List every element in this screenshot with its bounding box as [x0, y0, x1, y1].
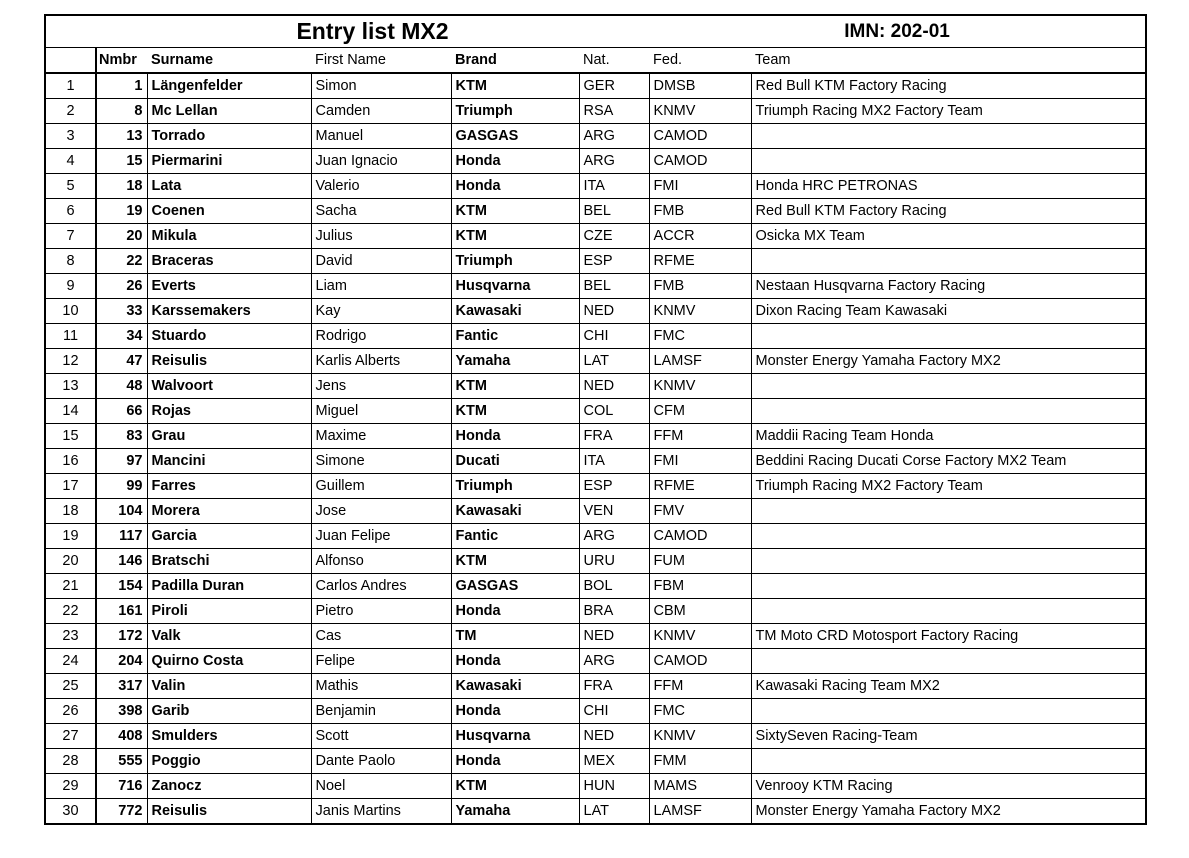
rider-brand: Honda: [451, 424, 579, 449]
header-team: Team: [751, 48, 1146, 74]
rider-surname: Grau: [147, 424, 311, 449]
rider-number: 146: [96, 549, 147, 574]
rider-federation: RFME: [649, 249, 751, 274]
rider-team: [751, 699, 1146, 724]
rider-brand: Triumph: [451, 249, 579, 274]
rider-federation: MAMS: [649, 774, 751, 799]
table-row: [45, 374, 1146, 399]
rider-brand: Yamaha: [451, 349, 579, 374]
rider-surname: Mc Lellan: [147, 99, 311, 124]
row-index: 26: [45, 699, 96, 724]
table-row: [45, 524, 1146, 549]
rider-brand: KTM: [451, 224, 579, 249]
rider-team: Triumph Racing MX2 Factory Team: [751, 474, 1146, 499]
rider-surname: Reisulis: [147, 799, 311, 825]
table-row: [45, 574, 1146, 599]
rider-team: Monster Energy Yamaha Factory MX2: [751, 799, 1146, 825]
rider-federation: FMI: [649, 174, 751, 199]
rider-surname: Piermarini: [147, 149, 311, 174]
rider-brand: Honda: [451, 174, 579, 199]
rider-nationality: CHI: [579, 699, 649, 724]
rider-team: Red Bull KTM Factory Racing: [751, 73, 1146, 99]
rider-number: 317: [96, 674, 147, 699]
rider-team: [751, 574, 1146, 599]
table-row: [45, 224, 1146, 249]
rider-team: Maddii Racing Team Honda: [751, 424, 1146, 449]
rider-first-name: Maxime: [311, 424, 451, 449]
rider-brand: Honda: [451, 599, 579, 624]
rider-first-name: Janis Martins: [311, 799, 451, 825]
rider-federation: CAMOD: [649, 524, 751, 549]
rider-federation: FMM: [649, 749, 751, 774]
rider-federation: FFM: [649, 424, 751, 449]
rider-number: 204: [96, 649, 147, 674]
rider-brand: KTM: [451, 774, 579, 799]
row-index: 13: [45, 374, 96, 399]
rider-team: [751, 599, 1146, 624]
rider-number: 34: [96, 324, 147, 349]
title-spacer: [45, 15, 96, 48]
rider-brand: KTM: [451, 374, 579, 399]
header-index: [45, 48, 96, 74]
rider-first-name: Mathis: [311, 674, 451, 699]
table-row: [45, 399, 1146, 424]
page-title: Entry list MX2: [96, 15, 649, 48]
rider-team: Kawasaki Racing Team MX2: [751, 674, 1146, 699]
rider-first-name: Liam: [311, 274, 451, 299]
rider-nationality: BRA: [579, 599, 649, 624]
rider-federation: KNMV: [649, 724, 751, 749]
rider-nationality: ITA: [579, 449, 649, 474]
rider-first-name: Jose: [311, 499, 451, 524]
table-row: [45, 749, 1146, 774]
rider-brand: Fantic: [451, 524, 579, 549]
rider-nationality: ARG: [579, 124, 649, 149]
rider-team: [751, 549, 1146, 574]
header-surname: Surname: [147, 48, 311, 74]
rider-surname: Valk: [147, 624, 311, 649]
rider-nationality: LAT: [579, 349, 649, 374]
rider-number: 97: [96, 449, 147, 474]
rider-federation: RFME: [649, 474, 751, 499]
rider-first-name: Camden: [311, 99, 451, 124]
rider-team: [751, 124, 1146, 149]
table-row: [45, 249, 1146, 274]
table-row: [45, 549, 1146, 574]
header-row: [45, 48, 1146, 74]
row-index: 7: [45, 224, 96, 249]
rider-first-name: Cas: [311, 624, 451, 649]
rider-team: Monster Energy Yamaha Factory MX2: [751, 349, 1146, 374]
rider-federation: FMC: [649, 699, 751, 724]
table-row: [45, 424, 1146, 449]
row-index: 25: [45, 674, 96, 699]
table-row: [45, 199, 1146, 224]
title-row: [45, 15, 1146, 48]
rider-number: 8: [96, 99, 147, 124]
row-index: 16: [45, 449, 96, 474]
rider-brand: Kawasaki: [451, 499, 579, 524]
rider-surname: Garcia: [147, 524, 311, 549]
rider-team: Osicka MX Team: [751, 224, 1146, 249]
rider-number: 161: [96, 599, 147, 624]
row-index: 9: [45, 274, 96, 299]
table-row: [45, 699, 1146, 724]
rider-nationality: RSA: [579, 99, 649, 124]
row-index: 18: [45, 499, 96, 524]
rider-first-name: Sacha: [311, 199, 451, 224]
rider-team: Honda HRC PETRONAS: [751, 174, 1146, 199]
header-fed: Fed.: [649, 48, 751, 74]
rider-first-name: Noel: [311, 774, 451, 799]
rider-team: [751, 374, 1146, 399]
table-row: [45, 99, 1146, 124]
rider-surname: Bratschi: [147, 549, 311, 574]
rider-nationality: NED: [579, 624, 649, 649]
rider-brand: Honda: [451, 649, 579, 674]
rider-nationality: COL: [579, 399, 649, 424]
rider-team: [751, 324, 1146, 349]
rider-federation: CAMOD: [649, 649, 751, 674]
rider-nationality: FRA: [579, 424, 649, 449]
rider-team: Red Bull KTM Factory Racing: [751, 199, 1146, 224]
rider-team: [751, 649, 1146, 674]
rider-federation: FMC: [649, 324, 751, 349]
row-index: 11: [45, 324, 96, 349]
row-index: 1: [45, 73, 96, 99]
rider-first-name: Juan Felipe: [311, 524, 451, 549]
rider-surname: Rojas: [147, 399, 311, 424]
rider-team: TM Moto CRD Motosport Factory Racing: [751, 624, 1146, 649]
rider-number: 15: [96, 149, 147, 174]
table-row: [45, 499, 1146, 524]
rider-number: 22: [96, 249, 147, 274]
row-index: 15: [45, 424, 96, 449]
rider-nationality: URU: [579, 549, 649, 574]
rider-federation: CFM: [649, 399, 751, 424]
rider-first-name: Guillem: [311, 474, 451, 499]
rider-number: 20: [96, 224, 147, 249]
table-row: [45, 624, 1146, 649]
rider-number: 26: [96, 274, 147, 299]
rider-first-name: Simon: [311, 73, 451, 99]
rider-brand: Husqvarna: [451, 274, 579, 299]
rider-team: [751, 249, 1146, 274]
rider-surname: Reisulis: [147, 349, 311, 374]
rider-surname: Stuardo: [147, 324, 311, 349]
table-row: [45, 674, 1146, 699]
rider-first-name: Simone: [311, 449, 451, 474]
rider-number: 154: [96, 574, 147, 599]
rider-surname: Braceras: [147, 249, 311, 274]
rider-team: Nestaan Husqvarna Factory Racing: [751, 274, 1146, 299]
table-row: [45, 149, 1146, 174]
table-row: [45, 299, 1146, 324]
rider-number: 66: [96, 399, 147, 424]
rider-team: [751, 149, 1146, 174]
rider-first-name: Julius: [311, 224, 451, 249]
table-row: [45, 349, 1146, 374]
rider-brand: Yamaha: [451, 799, 579, 825]
rider-nationality: ESP: [579, 474, 649, 499]
header-brand: Brand: [451, 48, 579, 74]
rider-surname: Morera: [147, 499, 311, 524]
rider-first-name: Alfonso: [311, 549, 451, 574]
table-row: [45, 73, 1146, 99]
rider-surname: Karssemakers: [147, 299, 311, 324]
rider-number: 117: [96, 524, 147, 549]
rider-surname: Garib: [147, 699, 311, 724]
table-row: [45, 274, 1146, 299]
rider-brand: GASGAS: [451, 124, 579, 149]
rider-nationality: CZE: [579, 224, 649, 249]
rider-number: 33: [96, 299, 147, 324]
rider-number: 48: [96, 374, 147, 399]
rider-brand: Fantic: [451, 324, 579, 349]
header-nat: Nat.: [579, 48, 649, 74]
rider-brand: KTM: [451, 399, 579, 424]
row-index: 24: [45, 649, 96, 674]
rider-brand: Kawasaki: [451, 674, 579, 699]
rider-surname: Poggio: [147, 749, 311, 774]
rider-surname: Mikula: [147, 224, 311, 249]
rider-surname: Torrado: [147, 124, 311, 149]
rider-federation: ACCR: [649, 224, 751, 249]
rider-first-name: Valerio: [311, 174, 451, 199]
rider-federation: LAMSF: [649, 349, 751, 374]
rider-surname: Mancini: [147, 449, 311, 474]
rider-team: Triumph Racing MX2 Factory Team: [751, 99, 1146, 124]
rider-number: 13: [96, 124, 147, 149]
table-row: [45, 599, 1146, 624]
rider-number: 104: [96, 499, 147, 524]
row-index: 3: [45, 124, 96, 149]
rider-team: Dixon Racing Team Kawasaki: [751, 299, 1146, 324]
rider-first-name: Karlis Alberts: [311, 349, 451, 374]
row-index: 14: [45, 399, 96, 424]
rider-first-name: Miguel: [311, 399, 451, 424]
rider-first-name: Scott: [311, 724, 451, 749]
rider-brand: Ducati: [451, 449, 579, 474]
rider-nationality: ARG: [579, 524, 649, 549]
rider-nationality: FRA: [579, 674, 649, 699]
row-index: 21: [45, 574, 96, 599]
row-index: 22: [45, 599, 96, 624]
rider-federation: DMSB: [649, 73, 751, 99]
rider-team: [751, 524, 1146, 549]
rider-team: [751, 499, 1146, 524]
rider-brand: Honda: [451, 699, 579, 724]
rider-surname: Coenen: [147, 199, 311, 224]
rider-nationality: ARG: [579, 149, 649, 174]
rider-first-name: Jens: [311, 374, 451, 399]
rider-number: 716: [96, 774, 147, 799]
rider-federation: KNMV: [649, 299, 751, 324]
rider-federation: CBM: [649, 599, 751, 624]
rider-brand: Triumph: [451, 99, 579, 124]
rider-first-name: Manuel: [311, 124, 451, 149]
rider-number: 408: [96, 724, 147, 749]
rider-nationality: ESP: [579, 249, 649, 274]
rider-first-name: Juan Ignacio: [311, 149, 451, 174]
row-index: 4: [45, 149, 96, 174]
table-row: [45, 724, 1146, 749]
rider-federation: FMB: [649, 199, 751, 224]
table-row: [45, 774, 1146, 799]
rider-first-name: Pietro: [311, 599, 451, 624]
rider-first-name: David: [311, 249, 451, 274]
rider-federation: KNMV: [649, 624, 751, 649]
rider-surname: Piroli: [147, 599, 311, 624]
table-row: [45, 124, 1146, 149]
table-row: [45, 799, 1146, 825]
rider-number: 398: [96, 699, 147, 724]
rider-federation: KNMV: [649, 99, 751, 124]
entry-list-table: [44, 14, 1147, 825]
rider-team: Venrooy KTM Racing: [751, 774, 1146, 799]
rider-number: 555: [96, 749, 147, 774]
rider-surname: Lata: [147, 174, 311, 199]
header-nmbr: Nmbr: [96, 48, 147, 74]
rider-brand: KTM: [451, 199, 579, 224]
row-index: 27: [45, 724, 96, 749]
rider-nationality: BEL: [579, 274, 649, 299]
rider-number: 99: [96, 474, 147, 499]
rider-number: 83: [96, 424, 147, 449]
rider-number: 172: [96, 624, 147, 649]
rider-nationality: ARG: [579, 649, 649, 674]
rider-first-name: Kay: [311, 299, 451, 324]
rider-brand: Kawasaki: [451, 299, 579, 324]
rider-first-name: Rodrigo: [311, 324, 451, 349]
table-row: [45, 449, 1146, 474]
row-index: 10: [45, 299, 96, 324]
rider-first-name: Benjamin: [311, 699, 451, 724]
rider-nationality: CHI: [579, 324, 649, 349]
rider-surname: Padilla Duran: [147, 574, 311, 599]
rider-nationality: BOL: [579, 574, 649, 599]
rider-brand: Triumph: [451, 474, 579, 499]
rider-surname: Smulders: [147, 724, 311, 749]
rider-federation: LAMSF: [649, 799, 751, 825]
rider-surname: Zanocz: [147, 774, 311, 799]
table-row: [45, 324, 1146, 349]
table-row: [45, 474, 1146, 499]
rider-federation: FFM: [649, 674, 751, 699]
row-index: 2: [45, 99, 96, 124]
rider-nationality: NED: [579, 374, 649, 399]
rider-federation: FMB: [649, 274, 751, 299]
row-index: 23: [45, 624, 96, 649]
rider-brand: KTM: [451, 549, 579, 574]
rider-nationality: GER: [579, 73, 649, 99]
table-row: [45, 649, 1146, 674]
rider-brand: Honda: [451, 149, 579, 174]
header-first-name: First Name: [311, 48, 451, 74]
rider-nationality: ITA: [579, 174, 649, 199]
row-index: 28: [45, 749, 96, 774]
rider-federation: FMV: [649, 499, 751, 524]
rider-team: [751, 399, 1146, 424]
rider-number: 772: [96, 799, 147, 825]
rider-first-name: Dante Paolo: [311, 749, 451, 774]
rider-surname: Valin: [147, 674, 311, 699]
rider-surname: Farres: [147, 474, 311, 499]
row-index: 8: [45, 249, 96, 274]
rider-surname: Längenfelder: [147, 73, 311, 99]
rider-brand: Honda: [451, 749, 579, 774]
rider-federation: CAMOD: [649, 149, 751, 174]
row-index: 5: [45, 174, 96, 199]
rider-number: 1: [96, 73, 147, 99]
rider-federation: CAMOD: [649, 124, 751, 149]
rider-brand: GASGAS: [451, 574, 579, 599]
table-row: [45, 174, 1146, 199]
rider-brand: KTM: [451, 73, 579, 99]
row-index: 29: [45, 774, 96, 799]
rider-surname: Everts: [147, 274, 311, 299]
row-index: 30: [45, 799, 96, 825]
rider-brand: Husqvarna: [451, 724, 579, 749]
rider-federation: FMI: [649, 449, 751, 474]
rider-nationality: MEX: [579, 749, 649, 774]
row-index: 6: [45, 199, 96, 224]
rider-nationality: HUN: [579, 774, 649, 799]
rider-number: 19: [96, 199, 147, 224]
rider-surname: Quirno Costa: [147, 649, 311, 674]
rider-team: SixtySeven Racing-Team: [751, 724, 1146, 749]
rider-nationality: BEL: [579, 199, 649, 224]
rider-nationality: VEN: [579, 499, 649, 524]
row-index: 20: [45, 549, 96, 574]
rider-first-name: Felipe: [311, 649, 451, 674]
row-index: 17: [45, 474, 96, 499]
rider-federation: FBM: [649, 574, 751, 599]
rider-first-name: Carlos Andres: [311, 574, 451, 599]
rider-team: Beddini Racing Ducati Corse Factory MX2 Team: [751, 449, 1146, 474]
rider-nationality: NED: [579, 299, 649, 324]
row-index: 12: [45, 349, 96, 374]
rider-number: 47: [96, 349, 147, 374]
rider-number: 18: [96, 174, 147, 199]
row-index: 19: [45, 524, 96, 549]
rider-surname: Walvoort: [147, 374, 311, 399]
rider-nationality: LAT: [579, 799, 649, 825]
imn-label: IMN: 202-01: [649, 15, 1146, 48]
rider-federation: KNMV: [649, 374, 751, 399]
rider-nationality: NED: [579, 724, 649, 749]
rider-federation: FUM: [649, 549, 751, 574]
rider-team: [751, 749, 1146, 774]
rider-brand: TM: [451, 624, 579, 649]
